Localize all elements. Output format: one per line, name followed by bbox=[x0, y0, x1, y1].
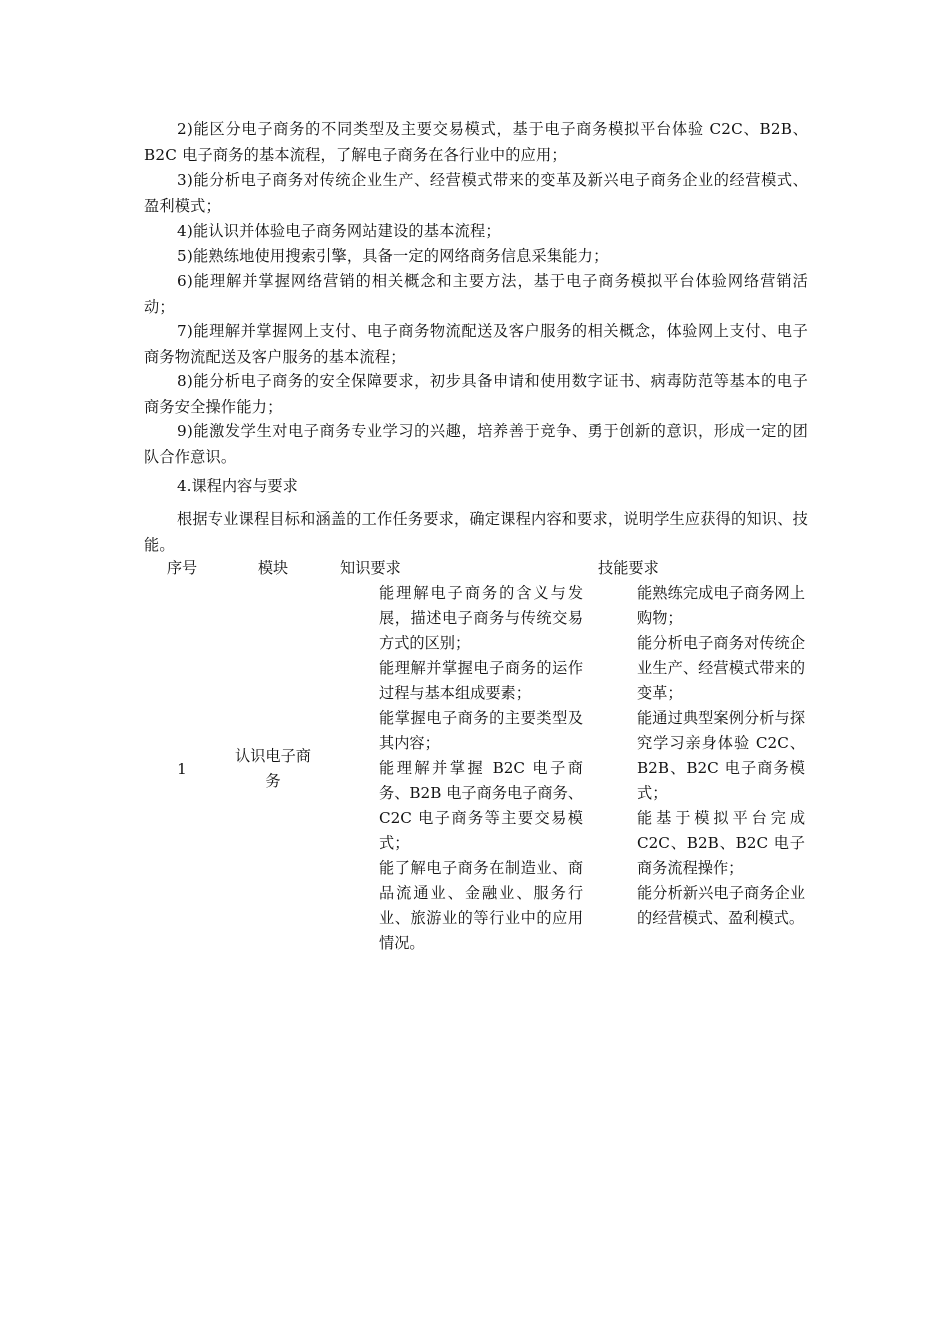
section-heading: 4.课程内容与要求 bbox=[177, 477, 298, 495]
objective-4: 4)能认识并体验电子商务网站建设的基本流程； bbox=[177, 222, 501, 240]
knowledge-item: 能了解电子商务在制造业、商品流通业、金融业、服务行业、旅游业的等行业中的应用情况。 bbox=[379, 859, 583, 952]
knowledge-list bbox=[379, 581, 583, 956]
skill-item: 能基于模拟平台完成 C2C、B2B、B2C 电子商务流程操作； bbox=[637, 809, 805, 877]
knowledge-item: 能掌握电子商务的主要类型及其内容； bbox=[379, 709, 583, 752]
knowledge-item: 能理解并掌握 B2C 电子商务、B2B 电子商务电子商务、C2C 电子商务等主要交易模式； bbox=[379, 759, 583, 852]
objective-8: 8)能分析电子商务的安全保障要求，初步具备申请和使用数字证书、病毒防范等基本的电子商务安全操作能力； bbox=[144, 372, 808, 416]
objective-5: 5)能熟练地使用搜索引擎，具备一定的网络商务信息采集能力； bbox=[177, 247, 609, 265]
header-knowledge: 知识要求 bbox=[340, 559, 401, 577]
skill-item: 能分析新兴电子商务企业的经营模式、盈利模式。 bbox=[637, 884, 805, 927]
section-intro: 根据专业课程目标和涵盖的工作任务要求，确定课程内容和要求，说明学生应获得的知识、技能。 bbox=[144, 510, 808, 554]
objective-7: 7)能理解并掌握网上支付、电子商务物流配送及客户服务的相关概念，体验网上支付、电子商务物流配送及客户服务的基本流程； bbox=[144, 322, 808, 366]
objective-9: 9)能激发学生对电子商务专业学习的兴趣，培养善于竞争、勇于创新的意识，形成一定的团队合作意识。 bbox=[144, 422, 808, 466]
header-skills: 技能要求 bbox=[598, 559, 659, 577]
row-module: 认识电子商务 bbox=[235, 747, 311, 790]
skill-item: 能通过典型案例分析与探究学习亲身体验 C2C、B2B、B2C 电子商务模式； bbox=[637, 709, 805, 802]
row-number: 1 bbox=[177, 760, 187, 778]
objective-3: 3)能分析电子商务对传统企业生产、经营模式带来的变革及新兴电子商务企业的经营模式、盈利模式； bbox=[144, 171, 808, 215]
objective-6: 6)能理解并掌握网络营销的相关概念和主要方法，基于电子商务模拟平台体验网络营销活动； bbox=[144, 272, 808, 316]
skills-list bbox=[637, 581, 805, 931]
skill-item: 能分析电子商务对传统企业生产、经营模式带来的变革； bbox=[637, 634, 805, 702]
knowledge-item: 能理解电子商务的含义与发展，描述电子商务与传统交易方式的区别； bbox=[379, 584, 583, 652]
knowledge-item: 能理解并掌握电子商务的运作过程与基本组成要素； bbox=[379, 659, 583, 702]
header-module: 模块 bbox=[257, 559, 289, 577]
objective-2: 2)能区分电子商务的不同类型及主要交易模式，基于电子商务模拟平台体验 C2C、B2B、B2C 电子商务的基本流程，了解电子商务在各行业中的应用； bbox=[144, 120, 808, 164]
header-no: 序号 bbox=[166, 559, 198, 577]
skill-item: 能熟练完成电子商务网上购物； bbox=[637, 584, 805, 627]
